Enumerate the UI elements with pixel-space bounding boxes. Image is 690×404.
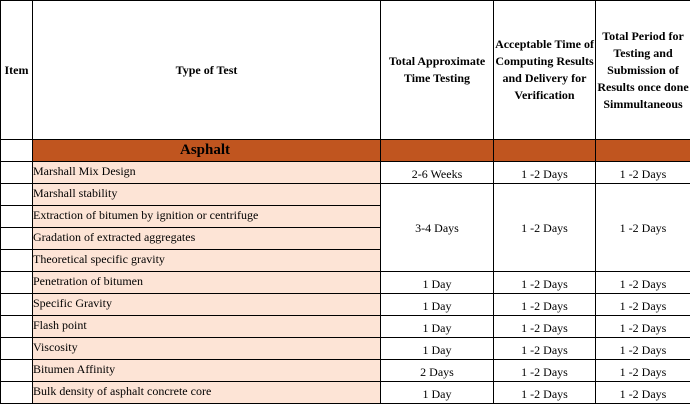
- item-cell: [1, 162, 33, 184]
- approx-time: 2 Days: [381, 360, 494, 382]
- header-approx-time: Total Approximate Time Testing: [381, 1, 494, 140]
- approx-time: 1 Day: [381, 272, 494, 294]
- test-name: Gradation of extracted aggregates: [33, 228, 381, 250]
- item-cell: [1, 228, 33, 250]
- acceptable-time: 1 -2 Days: [494, 316, 596, 338]
- total-period: 1 -2 Days: [596, 360, 690, 382]
- test-name: Theoretical specific gravity: [33, 250, 381, 272]
- test-name: Marshall Mix Design: [33, 162, 381, 184]
- acceptable-time: 1 -2 Days: [494, 382, 596, 404]
- approx-time: 1 Day: [381, 294, 494, 316]
- group-acceptable-time: 1 -2 Days: [494, 184, 596, 272]
- table-row: [1, 162, 690, 184]
- header-acceptable-time: Acceptable Time of Computing Results and Delivery for Verification: [494, 1, 596, 140]
- item-cell: [1, 206, 33, 228]
- total-period: 1 -2 Days: [596, 162, 690, 184]
- total-period: 1 -2 Days: [596, 294, 690, 316]
- item-cell: [1, 316, 33, 338]
- approx-time: 1 Day: [381, 382, 494, 404]
- table-row: [1, 382, 690, 404]
- test-name: Specific Gravity: [33, 294, 381, 316]
- item-cell: [1, 184, 33, 206]
- header-item: Item: [1, 1, 33, 140]
- item-cell: [1, 272, 33, 294]
- item-cell: [1, 338, 33, 360]
- table-row: [1, 316, 690, 338]
- table-row: [1, 272, 690, 294]
- category-blank-cell: [596, 140, 690, 162]
- test-name: Flash point: [33, 316, 381, 338]
- approx-time: 2-6 Weeks: [381, 162, 494, 184]
- table-row: [1, 338, 690, 360]
- item-cell: [1, 294, 33, 316]
- category-item-cell: [1, 140, 33, 162]
- test-name: Bitumen Affinity: [33, 360, 381, 382]
- total-period: 1 -2 Days: [596, 338, 690, 360]
- table-row: [1, 294, 690, 316]
- test-name: Extraction of bitumen by ignition or centrifuge: [33, 206, 381, 228]
- item-cell: [1, 250, 33, 272]
- test-name: Penetration of bitumen: [33, 272, 381, 294]
- category-label: Asphalt: [33, 140, 381, 162]
- header-total-period: Total Period for Testing and Submission of Results once done Simmultaneous: [596, 1, 690, 140]
- category-blank-cell: [494, 140, 596, 162]
- test-name: Marshall stability: [33, 184, 381, 206]
- total-period: 1 -2 Days: [596, 382, 690, 404]
- group-approx-time: 3-4 Days: [381, 184, 494, 272]
- item-cell: [1, 360, 33, 382]
- acceptable-time: 1 -2 Days: [494, 338, 596, 360]
- header-type-of-test: Type of Test: [33, 1, 381, 140]
- approx-time: 1 Day: [381, 316, 494, 338]
- table-row: [1, 184, 690, 206]
- approx-time: 1 Day: [381, 338, 494, 360]
- acceptable-time: 1 -2 Days: [494, 162, 596, 184]
- acceptable-time: 1 -2 Days: [494, 272, 596, 294]
- group-total-period: 1 -2 Days: [596, 184, 690, 272]
- header-row: [1, 1, 690, 140]
- category-row: [1, 140, 690, 162]
- table-row: [1, 360, 690, 382]
- item-cell: [1, 382, 33, 404]
- test-name: Bulk density of asphalt concrete core: [33, 382, 381, 404]
- total-period: 1 -2 Days: [596, 272, 690, 294]
- total-period: 1 -2 Days: [596, 316, 690, 338]
- acceptable-time: 1 -2 Days: [494, 294, 596, 316]
- category-blank-cell: [381, 140, 494, 162]
- acceptable-time: 1 -2 Days: [494, 360, 596, 382]
- test-name: Viscosity: [33, 338, 381, 360]
